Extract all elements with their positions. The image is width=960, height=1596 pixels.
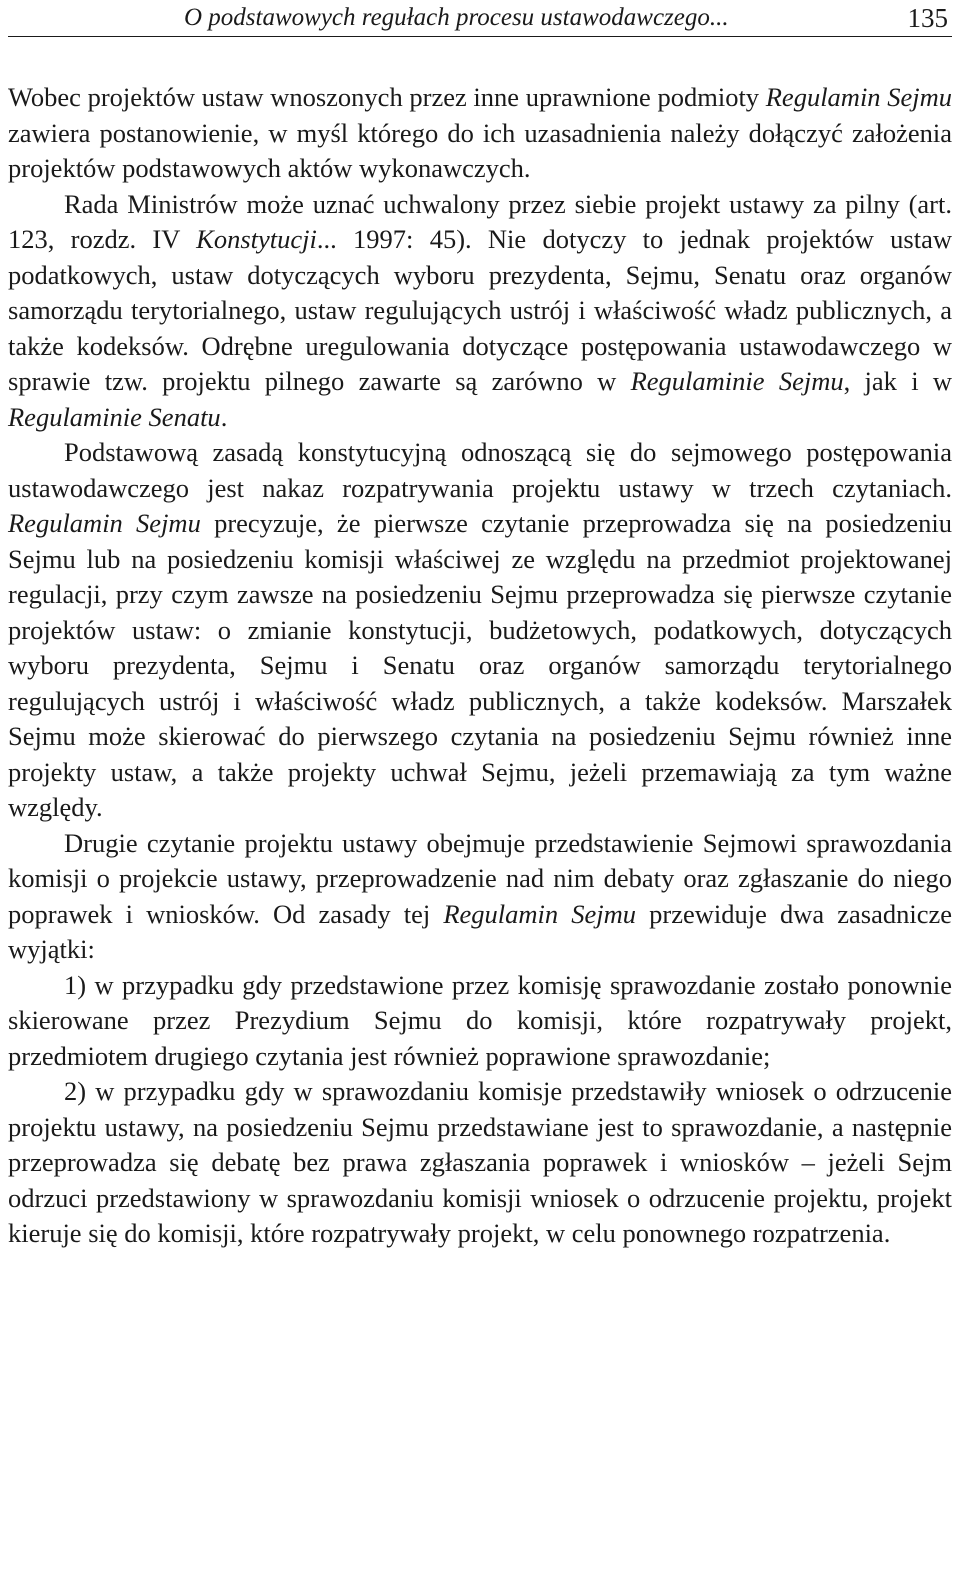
text-run: precyzuje, że pierwsze czytanie przeprowadza się na posiedzeniu Sejmu lub na posiedzeniu komisji właściwej ze względu na przedmiot projektowanej regulacji, przy czym zawsze na posiedzeniu Sejmu przeprowadza się pierwsze czytanie projektów ustaw: o zmianie konstytucji, budżetowych, podatkowych, dotyczących wyboru prezydenta, Sejmu i Senatu oraz organów samorządu terytorialnego regulujących ustrój i właściwość władz publicznych, a także kodeksów. Marszałek Sejmu może skierować do pierwszego czytania na posiedzeniu Sejmu również inne projekty ustaw, a także projekty uchwał Sejmu, jeżeli przemawiają za tym ważne względy. xyxy=(8,508,953,822)
paragraph xyxy=(8,968,952,1075)
text-run: ... 1997: 45). Nie dotyczy to jednak projektów ustaw podatkowych, ustaw dotyczących wyboru prezydenta, Sejmu, Senatu oraz organów samorządu terytorialnego, ustaw regulujących ustrój i właściwość władz publicznych, a także kodeksów. Odrębne uregulowania dotyczące postępowania ustawodawczego w sprawie tzw. projektu pilnego zawarte są zarówno w xyxy=(8,224,952,396)
italic-text: Konstytucji xyxy=(196,224,317,254)
paragraph xyxy=(8,435,952,826)
text-run: Wobec projektów ustaw wnoszonych przez inne uprawnione podmioty xyxy=(8,82,766,112)
italic-text: Regulaminie Sejmu xyxy=(630,366,844,396)
body-text xyxy=(8,80,952,1252)
running-title: O podstawowych regułach procesu ustawodawczego... xyxy=(184,4,729,31)
italic-text: Regulamin Sejmu xyxy=(765,82,952,112)
paragraph xyxy=(8,187,952,436)
text-run: . xyxy=(220,401,228,432)
text-run: Podstawową zasadą konstytucyjną odnoszącą się do sejmowego postępowania ustawodawczego jest nakaz rozpatrywania projektu ustawy w trzech czytaniach. xyxy=(8,437,952,503)
text-run: Rada Ministrów może uznać uchwalony przez siebie projekt ustawy za pilny (art. 123, rozdz. IV xyxy=(8,188,952,254)
text-run: przewiduje dwa zasadnicze wyjątki: xyxy=(8,898,952,964)
text-run: 2) w przypadku gdy w sprawozdaniu komisje przedstawiły wniosek o odrzucenie projektu ustawy, na posiedzeniu Sejmu przedstawiane jest to sprawozdanie, a następnie przeprowadza się debatę bez prawa zgłaszania poprawek i wniosków – jeżeli Sejm odrzuci przedstawiony w sprawozdaniu komisji wniosek o odrzucenie projektu, projekt kieruje się do komisji, które rozpatrywały projekt, w celu ponownego rozpatrzenia. xyxy=(8,1076,952,1248)
italic-text: Regulamin Sejmu xyxy=(8,508,201,538)
text-run: Drugie czytanie projektu ustawy obejmuje przedstawienie Sejmowi sprawozdania komisji o projekcie ustawy, przeprowadzenie nad nim debaty oraz zgłaszanie do niego poprawek i wniosków. Od zasady tej xyxy=(8,827,952,929)
paragraph xyxy=(8,80,952,187)
page-number: 135 xyxy=(907,3,948,33)
text-run: 1) w przypadku gdy przedstawione przez komisję sprawozdanie zostało ponownie skierowane przez Prezydium Sejmu do komisji, które rozpatrywały projekt, przedmiotem drugiego czytania jest również poprawione sprawozdanie; xyxy=(8,969,952,1071)
paragraph xyxy=(8,1074,952,1252)
italic-text: Regulamin Sejmu xyxy=(443,898,637,929)
italic-text: Regulaminie Senatu xyxy=(8,401,221,432)
text-run: , jak i w xyxy=(843,366,952,396)
paragraph xyxy=(8,826,952,968)
text-run: zawiera postanowienie, w myśl którego do ich uzasadnienia należy dołączyć założenia projektów podstawowych aktów wykonawczych. xyxy=(8,117,952,183)
running-header xyxy=(8,0,952,37)
